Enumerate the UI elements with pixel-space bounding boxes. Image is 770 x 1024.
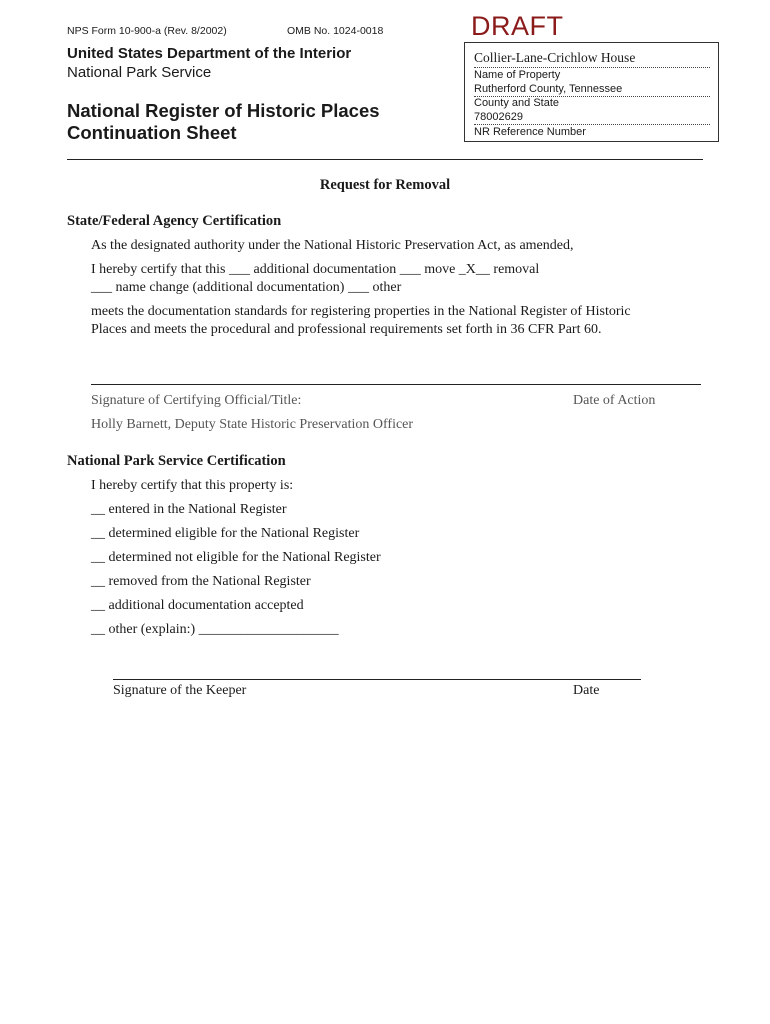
county-state-label: County and State — [474, 97, 560, 109]
property-name: Collier-Lane-Crichlow House — [474, 50, 636, 65]
nps-cert-option: __ removed from the National Register — [91, 574, 311, 589]
state-cert-line: meets the documentation standards for registering properties in the National Register of Historic — [91, 304, 631, 319]
keeper-date-label: Date — [573, 683, 600, 698]
date-of-action-label: Date of Action — [573, 393, 656, 408]
draft-stamp: DRAFT — [471, 11, 564, 41]
property-name-label: Name of Property — [474, 69, 561, 81]
nps-cert-intro: I hereby certify that this property is: — [91, 478, 294, 493]
state-cert-heading: State/Federal Agency Certification — [67, 213, 282, 229]
omb-number: OMB No. 1024-0018 — [287, 25, 384, 37]
agency-name: National Park Service — [67, 64, 212, 81]
page-subtitle: Continuation Sheet — [67, 122, 237, 143]
nps-cert-option: __ determined not eligible for the National Register — [91, 550, 381, 565]
header-rule — [67, 159, 703, 160]
nps-cert-option: __ entered in the National Register — [91, 502, 287, 517]
property-info-box — [464, 42, 719, 142]
dotted-divider — [474, 67, 710, 68]
nps-cert-heading: National Park Service Certification — [67, 453, 286, 469]
nps-cert-option: __ additional documentation accepted — [91, 598, 304, 613]
state-cert-line: Places and meets the procedural and professional requirements set forth in 36 CFR Part 60. — [91, 322, 602, 337]
official-signature-line — [91, 384, 701, 385]
page-title: National Register of Historic Places — [67, 100, 380, 121]
certifying-official-name: Holly Barnett, Deputy State Historic Preservation Officer — [91, 417, 414, 432]
request-title: Request for Removal — [319, 177, 451, 193]
official-signature-label: Signature of Certifying Official/Title: — [91, 393, 302, 408]
county-state-value: Rutherford County, Tennessee — [474, 83, 623, 95]
form-number: NPS Form 10-900-a (Rev. 8/2002) — [67, 25, 227, 37]
reference-number-value: 78002629 — [474, 111, 523, 123]
state-cert-line: I hereby certify that this ___ additional documentation ___ move _X__ removal — [91, 262, 540, 277]
dotted-divider — [474, 124, 710, 125]
reference-number-label: NR Reference Number — [474, 126, 586, 138]
state-cert-line: As the designated authority under the National Historic Preservation Act, as amended, — [91, 238, 574, 253]
department-name: United States Department of the Interior — [67, 45, 352, 62]
keeper-signature-line — [113, 679, 641, 680]
state-cert-line: ___ name change (additional documentation) ___ other — [91, 280, 402, 295]
nps-cert-option: __ other (explain:) ____________________ — [91, 622, 339, 637]
nps-cert-option: __ determined eligible for the National Register — [91, 526, 360, 541]
keeper-signature-label: Signature of the Keeper — [113, 683, 247, 698]
